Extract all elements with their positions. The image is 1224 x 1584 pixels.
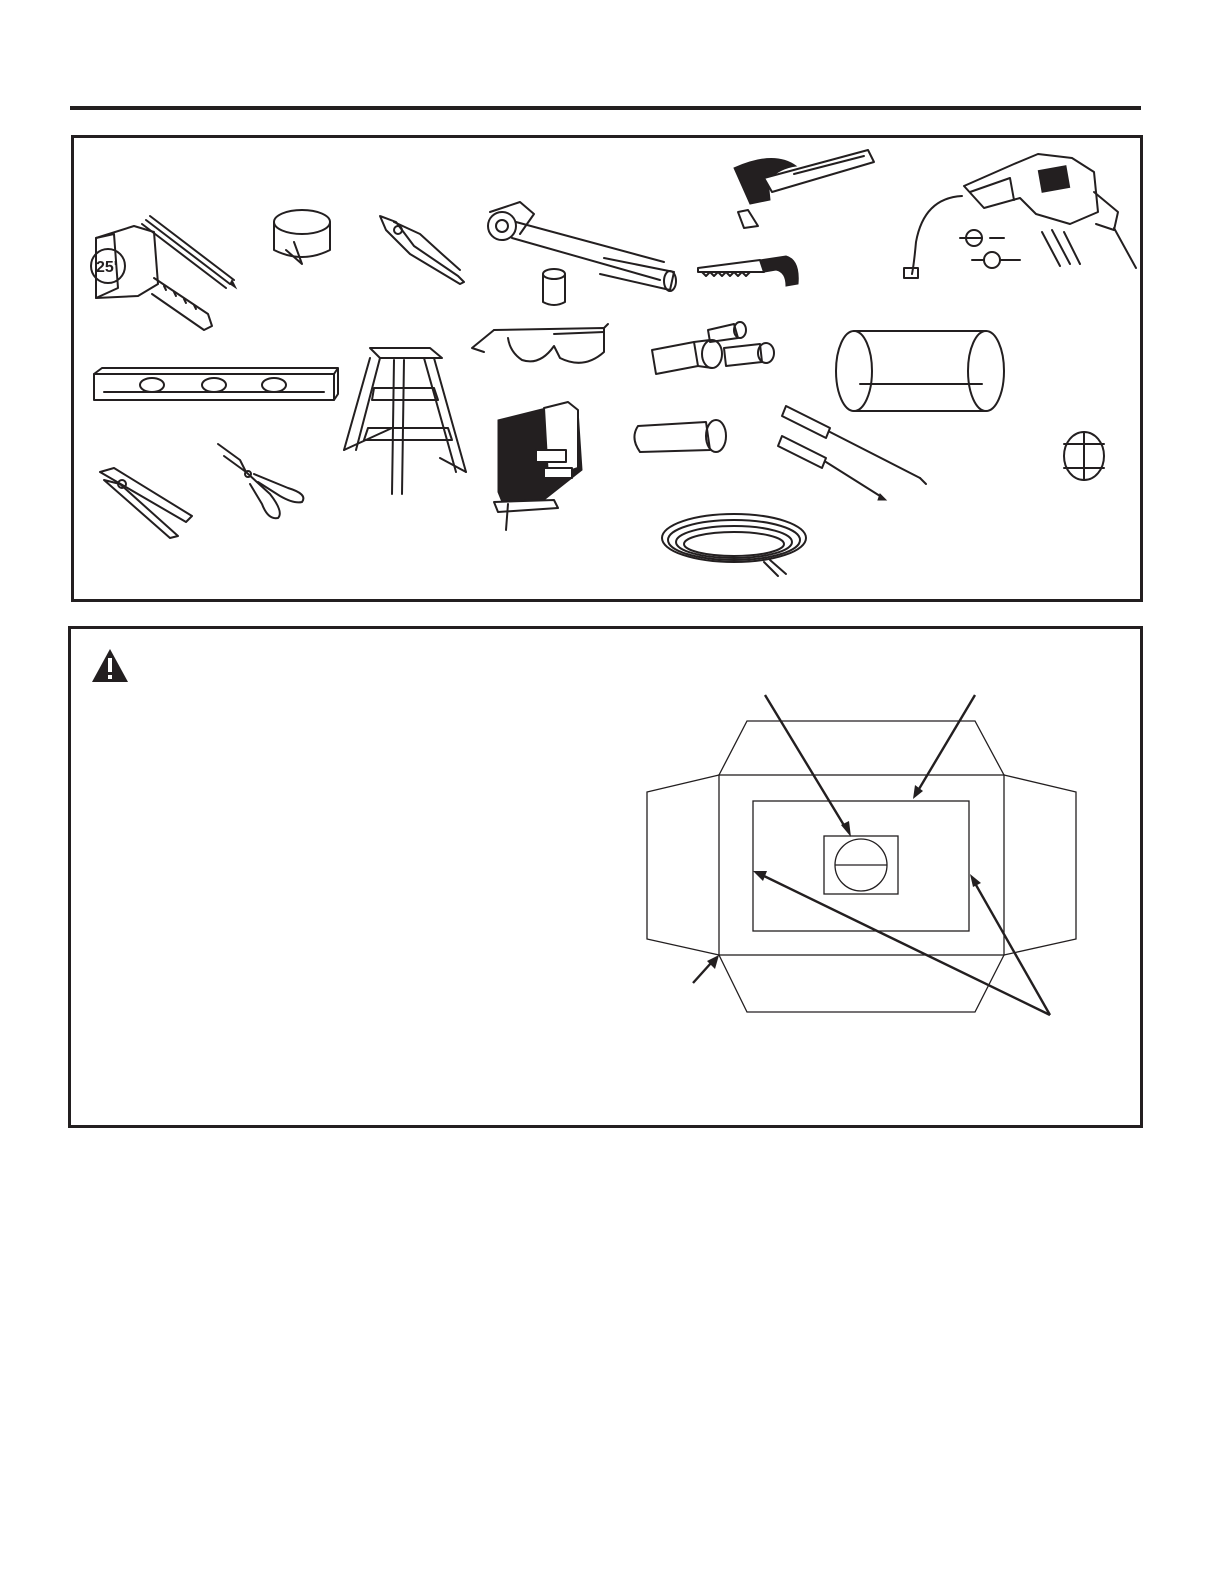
screwdriver-icon — [778, 406, 926, 500]
tin-snips-icon — [218, 444, 303, 518]
warning-panel-graphics — [71, 629, 1140, 1125]
level-icon — [94, 368, 338, 400]
step-ladder-icon — [344, 348, 466, 494]
conduit-connector-icon — [634, 420, 726, 452]
diagram-arrows — [693, 695, 1050, 1015]
strain-relief-icon — [1064, 432, 1104, 480]
jigsaw-icon — [494, 402, 582, 530]
socket-icon — [543, 269, 565, 305]
safety-glasses-icon — [472, 324, 608, 363]
wire-stripper-icon — [380, 216, 464, 284]
hammer-icon — [734, 150, 874, 228]
warning-panel — [68, 626, 1143, 1128]
duct-tape-icon — [274, 210, 330, 264]
socket-wrench-icon — [488, 202, 676, 291]
tools-illustration — [74, 138, 1140, 599]
duct-pipe-icon — [836, 331, 1004, 411]
tape-measure-icon — [91, 226, 212, 330]
wire-coil-icon — [662, 514, 806, 576]
drill-bit-icon — [960, 230, 1080, 268]
warning-triangle-icon — [92, 649, 128, 682]
wire-nuts-icon — [652, 322, 774, 374]
packaging-cutout-diagram — [647, 721, 1076, 1012]
tools-needed-panel — [71, 135, 1143, 602]
drywall-saw-icon — [698, 256, 798, 286]
pliers-icon — [100, 468, 192, 538]
tape-measure-marking: 25' — [96, 259, 118, 276]
header-rule — [70, 106, 1141, 110]
